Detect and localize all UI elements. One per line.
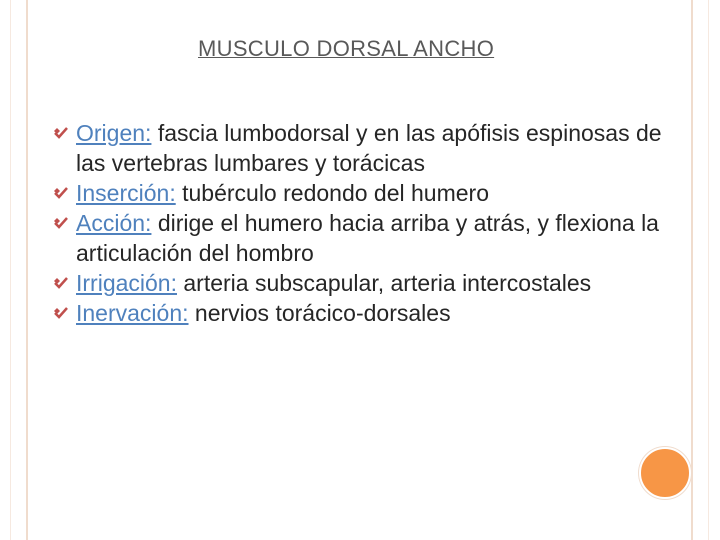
checkmark-diamond-icon bbox=[54, 120, 72, 144]
list-item-insercion bbox=[52, 178, 672, 208]
item-label: Inserción: bbox=[76, 180, 176, 206]
item-label: Origen: bbox=[76, 120, 152, 146]
checkmark-diamond-icon bbox=[54, 300, 72, 324]
slide-frame-left bbox=[26, 0, 28, 540]
checkmark-diamond-icon bbox=[54, 180, 72, 204]
item-text: fascia lumbodorsal y en las apófisis espinosas de las vertebras lumbares y torácicas bbox=[76, 120, 662, 176]
item-label: Inervación: bbox=[76, 300, 189, 326]
item-text: nervios torácico-dorsales bbox=[188, 300, 451, 326]
list-item-inervacion bbox=[52, 298, 672, 328]
list-item-accion bbox=[52, 208, 672, 268]
checkmark-diamond-icon bbox=[54, 210, 72, 234]
list-item-irrigacion bbox=[52, 268, 672, 298]
list-item-origen bbox=[52, 118, 672, 178]
item-text: tubérculo redondo del humero bbox=[175, 180, 489, 206]
item-label: Acción: bbox=[76, 210, 152, 236]
item-text: dirige el humero hacia arriba y atrás, y flexiona la articulación del hombro bbox=[76, 210, 659, 266]
decorative-circle bbox=[639, 447, 691, 499]
slide-title: MUSCULO DORSAL ANCHO bbox=[198, 36, 495, 61]
item-text: arteria subscapular, arteria intercostales bbox=[176, 270, 592, 296]
slide-frame-right bbox=[691, 0, 693, 540]
item-label: Irrigación: bbox=[76, 270, 177, 296]
bullet-list bbox=[52, 118, 672, 328]
checkmark-diamond-icon bbox=[54, 270, 72, 294]
slide-frame-left-outer bbox=[10, 0, 11, 540]
slide-frame-right-outer bbox=[708, 0, 709, 540]
